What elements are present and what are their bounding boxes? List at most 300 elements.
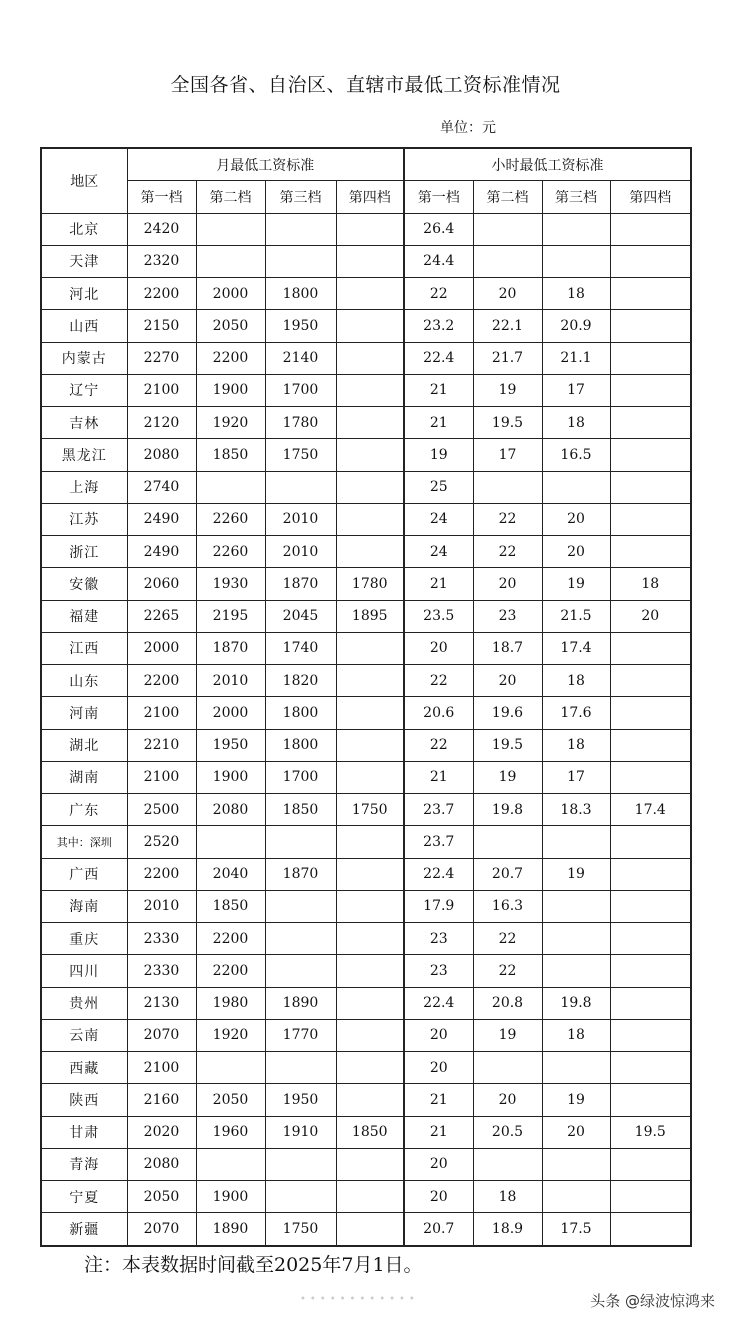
- region-cell: 陕西: [41, 1084, 127, 1116]
- monthly-tier-3-cell: 1800: [265, 697, 336, 729]
- monthly-tier-3-cell: 1700: [265, 374, 336, 406]
- table-row: [41, 955, 691, 987]
- hourly-tier-2-cell: 22: [473, 536, 542, 568]
- region-cell: 甘肃: [41, 1116, 127, 1148]
- hourly-tier-3-cell: 17.6: [542, 697, 610, 729]
- region-cell: 河北: [41, 278, 127, 310]
- monthly-tier-2-cell: 2080: [196, 794, 265, 826]
- monthly-tier-4-cell: [336, 471, 404, 503]
- hourly-tier-1-cell: 23.2: [404, 310, 473, 342]
- monthly-tier-4-cell: 1895: [336, 600, 404, 632]
- region-cell: 海南: [41, 890, 127, 922]
- monthly-tier-4-cell: [336, 987, 404, 1019]
- hourly-tier-4-cell: [610, 826, 691, 858]
- header-monthly-tier-1: 第一档: [127, 181, 196, 213]
- monthly-tier-1-cell: 2100: [127, 1052, 196, 1084]
- hourly-tier-1-cell: 19: [404, 439, 473, 471]
- table-row: [41, 1148, 691, 1180]
- monthly-tier-2-cell: [196, 1148, 265, 1180]
- monthly-tier-2-cell: [196, 245, 265, 277]
- monthly-tier-4-cell: [336, 310, 404, 342]
- region-cell: 广东: [41, 794, 127, 826]
- hourly-tier-1-cell: 22.4: [404, 342, 473, 374]
- monthly-tier-3-cell: 2140: [265, 342, 336, 374]
- hourly-tier-2-cell: 20: [473, 278, 542, 310]
- hourly-tier-3-cell: [542, 213, 610, 245]
- monthly-tier-2-cell: 1980: [196, 987, 265, 1019]
- monthly-tier-1-cell: 2070: [127, 1019, 196, 1051]
- hourly-tier-1-cell: 20.7: [404, 1213, 473, 1246]
- region-cell: 上海: [41, 471, 127, 503]
- monthly-tier-3-cell: [265, 245, 336, 277]
- monthly-tier-2-cell: 1850: [196, 439, 265, 471]
- monthly-tier-3-cell: 1800: [265, 278, 336, 310]
- table-row: [41, 1052, 691, 1084]
- monthly-tier-3-cell: 1820: [265, 665, 336, 697]
- region-cell: 山东: [41, 665, 127, 697]
- hourly-tier-2-cell: [473, 471, 542, 503]
- hourly-tier-4-cell: 20: [610, 600, 691, 632]
- monthly-tier-4-cell: 1750: [336, 794, 404, 826]
- hourly-tier-2-cell: 23: [473, 600, 542, 632]
- monthly-tier-2-cell: 1950: [196, 729, 265, 761]
- header-monthly-tier-2: 第二档: [196, 181, 265, 213]
- hourly-tier-4-cell: [610, 987, 691, 1019]
- hourly-tier-4-cell: [610, 1019, 691, 1051]
- hourly-tier-2-cell: 20: [473, 568, 542, 600]
- hourly-tier-2-cell: 16.3: [473, 890, 542, 922]
- monthly-tier-2-cell: [196, 826, 265, 858]
- table-row: [41, 1181, 691, 1213]
- table-row: [41, 761, 691, 793]
- monthly-tier-3-cell: [265, 955, 336, 987]
- hourly-tier-1-cell: 22.4: [404, 987, 473, 1019]
- hourly-tier-3-cell: [542, 1148, 610, 1180]
- monthly-tier-2-cell: [196, 213, 265, 245]
- monthly-tier-4-cell: [336, 1148, 404, 1180]
- hourly-tier-2-cell: 18: [473, 1181, 542, 1213]
- hourly-tier-4-cell: [610, 278, 691, 310]
- table-row: [41, 826, 691, 858]
- monthly-tier-4-cell: [336, 632, 404, 664]
- monthly-tier-3-cell: 1950: [265, 1084, 336, 1116]
- hourly-tier-4-cell: [610, 955, 691, 987]
- watermark: 头条 @绿波惊鸿来: [590, 1292, 715, 1310]
- monthly-tier-1-cell: 2080: [127, 1148, 196, 1180]
- hourly-tier-1-cell: 21: [404, 761, 473, 793]
- hourly-tier-4-cell: [610, 310, 691, 342]
- monthly-tier-3-cell: 1910: [265, 1116, 336, 1148]
- table-body: [41, 213, 691, 1246]
- region-cell: 青海: [41, 1148, 127, 1180]
- table-row: [41, 1019, 691, 1051]
- monthly-tier-4-cell: [336, 536, 404, 568]
- monthly-tier-3-cell: 2010: [265, 536, 336, 568]
- monthly-tier-3-cell: [265, 213, 336, 245]
- monthly-tier-4-cell: [336, 245, 404, 277]
- monthly-tier-4-cell: [336, 278, 404, 310]
- hourly-tier-4-cell: [610, 1052, 691, 1084]
- hourly-tier-1-cell: 24: [404, 536, 473, 568]
- region-cell: 黑龙江: [41, 439, 127, 471]
- hourly-tier-4-cell: [610, 665, 691, 697]
- monthly-tier-2-cell: 2000: [196, 278, 265, 310]
- monthly-tier-3-cell: 2010: [265, 503, 336, 535]
- hourly-tier-2-cell: 19.5: [473, 729, 542, 761]
- hourly-tier-1-cell: 26.4: [404, 213, 473, 245]
- hourly-tier-2-cell: 19.8: [473, 794, 542, 826]
- region-cell: 湖南: [41, 761, 127, 793]
- monthly-tier-3-cell: 1700: [265, 761, 336, 793]
- monthly-tier-2-cell: 2050: [196, 1084, 265, 1116]
- monthly-tier-2-cell: 2050: [196, 310, 265, 342]
- hourly-tier-3-cell: 17: [542, 374, 610, 406]
- region-cell: 宁夏: [41, 1181, 127, 1213]
- table-row: [41, 600, 691, 632]
- table-row: [41, 665, 691, 697]
- header-monthly-tier-3: 第三档: [265, 181, 336, 213]
- monthly-tier-4-cell: [336, 1019, 404, 1051]
- table-row: [41, 890, 691, 922]
- monthly-tier-3-cell: 1800: [265, 729, 336, 761]
- monthly-tier-4-cell: [336, 1084, 404, 1116]
- table-row: [41, 342, 691, 374]
- monthly-tier-1-cell: 2330: [127, 955, 196, 987]
- hourly-tier-1-cell: 23.7: [404, 826, 473, 858]
- hourly-tier-3-cell: 17.4: [542, 632, 610, 664]
- monthly-tier-1-cell: 2070: [127, 1213, 196, 1246]
- hourly-tier-2-cell: [473, 1148, 542, 1180]
- hourly-tier-1-cell: 17.9: [404, 890, 473, 922]
- hourly-tier-3-cell: 19: [542, 1084, 610, 1116]
- footnote: 注：本表数据时间截至2025年7月1日。: [84, 1254, 423, 1276]
- monthly-tier-1-cell: 2740: [127, 471, 196, 503]
- hourly-tier-2-cell: 22.1: [473, 310, 542, 342]
- monthly-tier-4-cell: [336, 697, 404, 729]
- hourly-tier-4-cell: [610, 697, 691, 729]
- monthly-tier-4-cell: [336, 761, 404, 793]
- monthly-tier-1-cell: 2000: [127, 632, 196, 664]
- monthly-tier-1-cell: 2265: [127, 600, 196, 632]
- hourly-tier-3-cell: [542, 890, 610, 922]
- table-row: [41, 858, 691, 890]
- hourly-tier-3-cell: 20.9: [542, 310, 610, 342]
- monthly-tier-4-cell: [336, 665, 404, 697]
- hourly-tier-1-cell: 21: [404, 407, 473, 439]
- table-row: [41, 697, 691, 729]
- region-cell: 北京: [41, 213, 127, 245]
- hourly-tier-3-cell: 20: [542, 503, 610, 535]
- monthly-tier-3-cell: 1890: [265, 987, 336, 1019]
- hourly-tier-2-cell: 22: [473, 503, 542, 535]
- monthly-tier-2-cell: 2195: [196, 600, 265, 632]
- hourly-tier-4-cell: [610, 374, 691, 406]
- hourly-tier-1-cell: 20.6: [404, 697, 473, 729]
- hourly-tier-1-cell: 20: [404, 1019, 473, 1051]
- hourly-tier-4-cell: [610, 858, 691, 890]
- monthly-tier-1-cell: 2130: [127, 987, 196, 1019]
- monthly-tier-1-cell: 2100: [127, 697, 196, 729]
- hourly-tier-3-cell: [542, 471, 610, 503]
- monthly-tier-1-cell: 2420: [127, 213, 196, 245]
- region-cell: 新疆: [41, 1213, 127, 1246]
- table-row: [41, 1084, 691, 1116]
- monthly-tier-3-cell: 2045: [265, 600, 336, 632]
- monthly-tier-4-cell: [336, 1213, 404, 1246]
- hourly-tier-1-cell: 22.4: [404, 858, 473, 890]
- monthly-tier-4-cell: [336, 923, 404, 955]
- header-hourly-tier-3: 第三档: [542, 181, 610, 213]
- monthly-tier-2-cell: [196, 471, 265, 503]
- hourly-tier-2-cell: 20.5: [473, 1116, 542, 1148]
- monthly-tier-3-cell: 1750: [265, 439, 336, 471]
- hourly-tier-1-cell: 24.4: [404, 245, 473, 277]
- monthly-tier-4-cell: [336, 213, 404, 245]
- hourly-tier-1-cell: 21: [404, 1116, 473, 1148]
- monthly-tier-2-cell: 2040: [196, 858, 265, 890]
- monthly-tier-2-cell: 2010: [196, 665, 265, 697]
- monthly-tier-3-cell: [265, 471, 336, 503]
- hourly-tier-3-cell: [542, 245, 610, 277]
- table-row: [41, 568, 691, 600]
- monthly-tier-3-cell: 1950: [265, 310, 336, 342]
- hourly-tier-2-cell: 22: [473, 923, 542, 955]
- header-row-tiers: [41, 181, 691, 213]
- monthly-tier-3-cell: [265, 1181, 336, 1213]
- region-cell: 贵州: [41, 987, 127, 1019]
- header-hourly: 小时最低工资标准: [404, 148, 691, 181]
- document-title: 全国各省、自治区、直辖市最低工资标准情况: [170, 74, 561, 96]
- monthly-tier-2-cell: 1900: [196, 374, 265, 406]
- monthly-tier-2-cell: 2200: [196, 955, 265, 987]
- hourly-tier-1-cell: 23: [404, 955, 473, 987]
- hourly-tier-2-cell: [473, 826, 542, 858]
- monthly-tier-2-cell: 2200: [196, 923, 265, 955]
- hourly-tier-3-cell: 18: [542, 407, 610, 439]
- monthly-tier-4-cell: [336, 858, 404, 890]
- hourly-tier-1-cell: 23.5: [404, 600, 473, 632]
- hourly-tier-3-cell: 20: [542, 1116, 610, 1148]
- monthly-tier-1-cell: 2500: [127, 794, 196, 826]
- hourly-tier-4-cell: [610, 245, 691, 277]
- hourly-tier-4-cell: [610, 407, 691, 439]
- hourly-tier-1-cell: 21: [404, 374, 473, 406]
- hourly-tier-2-cell: 20: [473, 665, 542, 697]
- monthly-tier-4-cell: [336, 955, 404, 987]
- table-row: [41, 632, 691, 664]
- table-row: [41, 729, 691, 761]
- hourly-tier-2-cell: 21.7: [473, 342, 542, 374]
- monthly-tier-2-cell: 2200: [196, 342, 265, 374]
- monthly-tier-2-cell: 1890: [196, 1213, 265, 1246]
- hourly-tier-4-cell: 17.4: [610, 794, 691, 826]
- monthly-tier-2-cell: 1900: [196, 761, 265, 793]
- monthly-tier-4-cell: [336, 374, 404, 406]
- region-cell: 湖北: [41, 729, 127, 761]
- hourly-tier-1-cell: 20: [404, 1181, 473, 1213]
- hourly-tier-2-cell: 20.7: [473, 858, 542, 890]
- monthly-tier-2-cell: 2260: [196, 503, 265, 535]
- hourly-tier-3-cell: 19: [542, 568, 610, 600]
- hourly-tier-3-cell: 20: [542, 536, 610, 568]
- hourly-tier-2-cell: 19.5: [473, 407, 542, 439]
- table-row: [41, 439, 691, 471]
- monthly-tier-3-cell: 1780: [265, 407, 336, 439]
- monthly-tier-3-cell: 1870: [265, 568, 336, 600]
- table-row: [41, 1213, 691, 1246]
- monthly-tier-4-cell: [336, 342, 404, 374]
- header-row-groups: [41, 148, 691, 181]
- hourly-tier-2-cell: 19: [473, 374, 542, 406]
- table-row: [41, 278, 691, 310]
- hourly-tier-1-cell: 20: [404, 632, 473, 664]
- hourly-tier-4-cell: [610, 632, 691, 664]
- monthly-tier-1-cell: 2080: [127, 439, 196, 471]
- monthly-tier-1-cell: 2490: [127, 503, 196, 535]
- unit-label: 单位：元: [440, 120, 496, 136]
- table-row: [41, 213, 691, 245]
- hourly-tier-3-cell: [542, 923, 610, 955]
- hourly-tier-3-cell: 19: [542, 858, 610, 890]
- region-cell: 江西: [41, 632, 127, 664]
- monthly-tier-2-cell: 1930: [196, 568, 265, 600]
- monthly-tier-1-cell: 2490: [127, 536, 196, 568]
- monthly-tier-2-cell: 1960: [196, 1116, 265, 1148]
- monthly-tier-3-cell: [265, 890, 336, 922]
- hourly-tier-4-cell: [610, 923, 691, 955]
- monthly-tier-2-cell: 1920: [196, 1019, 265, 1051]
- minimum-wage-table: [40, 147, 692, 1247]
- hourly-tier-3-cell: [542, 1052, 610, 1084]
- hourly-tier-1-cell: 21: [404, 1084, 473, 1116]
- hourly-tier-2-cell: [473, 1052, 542, 1084]
- table-row: [41, 471, 691, 503]
- monthly-tier-1-cell: 2520: [127, 826, 196, 858]
- hourly-tier-4-cell: 19.5: [610, 1116, 691, 1148]
- hourly-tier-3-cell: 17: [542, 761, 610, 793]
- table-row: [41, 407, 691, 439]
- hourly-tier-1-cell: 22: [404, 665, 473, 697]
- hourly-tier-4-cell: [610, 439, 691, 471]
- monthly-tier-3-cell: [265, 826, 336, 858]
- hourly-tier-3-cell: [542, 955, 610, 987]
- region-cell: 安徽: [41, 568, 127, 600]
- region-cell: 天津: [41, 245, 127, 277]
- hourly-tier-3-cell: [542, 1181, 610, 1213]
- header-monthly: 月最低工资标准: [127, 148, 404, 181]
- region-cell: 广西: [41, 858, 127, 890]
- table-row: [41, 923, 691, 955]
- region-cell: 河南: [41, 697, 127, 729]
- hourly-tier-3-cell: 18: [542, 1019, 610, 1051]
- region-cell: 吉林: [41, 407, 127, 439]
- hourly-tier-3-cell: 17.5: [542, 1213, 610, 1246]
- hourly-tier-2-cell: [473, 245, 542, 277]
- monthly-tier-4-cell: [336, 890, 404, 922]
- hourly-tier-1-cell: 23: [404, 923, 473, 955]
- monthly-tier-4-cell: [336, 503, 404, 535]
- monthly-tier-4-cell: [336, 439, 404, 471]
- hourly-tier-4-cell: [610, 1213, 691, 1246]
- header-hourly-tier-2: 第二档: [473, 181, 542, 213]
- hourly-tier-3-cell: 18: [542, 729, 610, 761]
- monthly-tier-1-cell: 2330: [127, 923, 196, 955]
- header-monthly-tier-4: 第四档: [336, 181, 404, 213]
- header-hourly-tier-1: 第一档: [404, 181, 473, 213]
- hourly-tier-4-cell: [610, 890, 691, 922]
- monthly-tier-1-cell: 2200: [127, 858, 196, 890]
- hourly-tier-4-cell: [610, 1148, 691, 1180]
- separator-dots: ••••••••••••: [300, 1294, 419, 1305]
- hourly-tier-4-cell: [610, 213, 691, 245]
- monthly-tier-4-cell: [336, 729, 404, 761]
- monthly-tier-3-cell: 1750: [265, 1213, 336, 1246]
- monthly-tier-4-cell: 1780: [336, 568, 404, 600]
- hourly-tier-2-cell: 20: [473, 1084, 542, 1116]
- hourly-tier-4-cell: [610, 729, 691, 761]
- monthly-tier-3-cell: [265, 1148, 336, 1180]
- header-hourly-tier-4: 第四档: [610, 181, 691, 213]
- region-cell: 其中：深圳: [41, 826, 127, 858]
- hourly-tier-1-cell: 22: [404, 729, 473, 761]
- monthly-tier-3-cell: 1850: [265, 794, 336, 826]
- hourly-tier-2-cell: 22: [473, 955, 542, 987]
- monthly-tier-1-cell: 2210: [127, 729, 196, 761]
- region-cell: 山西: [41, 310, 127, 342]
- header-region: 地区: [41, 148, 127, 213]
- monthly-tier-2-cell: [196, 1052, 265, 1084]
- hourly-tier-4-cell: [610, 1181, 691, 1213]
- region-cell: 重庆: [41, 923, 127, 955]
- region-cell: 福建: [41, 600, 127, 632]
- hourly-tier-2-cell: 19: [473, 1019, 542, 1051]
- monthly-tier-2-cell: 1900: [196, 1181, 265, 1213]
- region-cell: 四川: [41, 955, 127, 987]
- monthly-tier-1-cell: 2120: [127, 407, 196, 439]
- region-cell: 江苏: [41, 503, 127, 535]
- hourly-tier-2-cell: 20.8: [473, 987, 542, 1019]
- monthly-tier-4-cell: 1850: [336, 1116, 404, 1148]
- hourly-tier-4-cell: [610, 536, 691, 568]
- hourly-tier-2-cell: 18.7: [473, 632, 542, 664]
- table-row: [41, 503, 691, 535]
- monthly-tier-4-cell: [336, 1181, 404, 1213]
- hourly-tier-1-cell: 24: [404, 503, 473, 535]
- table-row: [41, 1116, 691, 1148]
- monthly-tier-1-cell: 2200: [127, 278, 196, 310]
- monthly-tier-1-cell: 2100: [127, 761, 196, 793]
- monthly-tier-1-cell: 2100: [127, 374, 196, 406]
- monthly-tier-1-cell: 2200: [127, 665, 196, 697]
- hourly-tier-2-cell: 18.9: [473, 1213, 542, 1246]
- monthly-tier-4-cell: [336, 1052, 404, 1084]
- hourly-tier-4-cell: [610, 761, 691, 793]
- table-row: [41, 794, 691, 826]
- hourly-tier-2-cell: 17: [473, 439, 542, 471]
- monthly-tier-1-cell: 2060: [127, 568, 196, 600]
- monthly-tier-1-cell: 2020: [127, 1116, 196, 1148]
- table-row: [41, 987, 691, 1019]
- monthly-tier-4-cell: [336, 407, 404, 439]
- table-row: [41, 245, 691, 277]
- table-row: [41, 536, 691, 568]
- hourly-tier-3-cell: 18.3: [542, 794, 610, 826]
- hourly-tier-3-cell: 21.5: [542, 600, 610, 632]
- hourly-tier-3-cell: 21.1: [542, 342, 610, 374]
- hourly-tier-1-cell: 25: [404, 471, 473, 503]
- region-cell: 浙江: [41, 536, 127, 568]
- monthly-tier-1-cell: 2050: [127, 1181, 196, 1213]
